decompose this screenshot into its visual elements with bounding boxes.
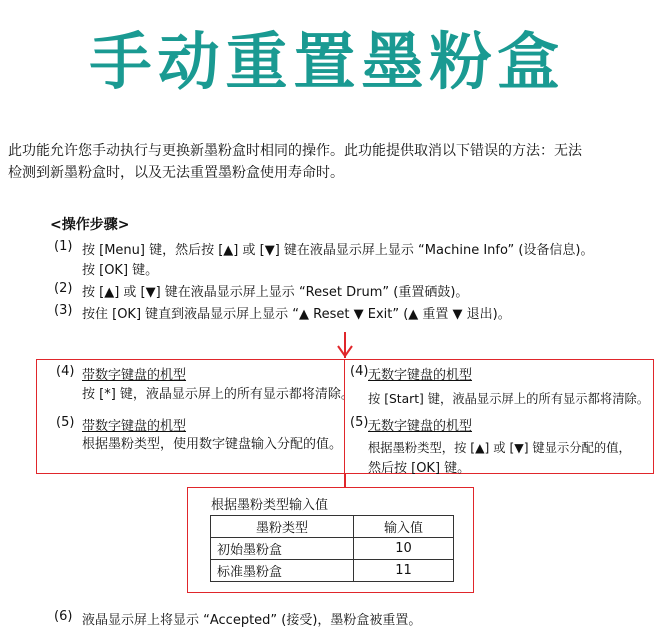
step-2-line-1: 按 [▲] 或 [▼] 键在液晶显示屏上显示 “Reset Drum” (重置硒鼓)。 — [82, 285, 469, 300]
right-step-5-body-2: 然后按 [OK] 键。 — [368, 461, 471, 476]
left-step-4-number: (4) — [56, 364, 75, 379]
intro-line-2: 检测到新墨粉盒时，以及无法重置墨粉盒使用寿命时。 — [8, 165, 344, 181]
table-row — [211, 560, 454, 582]
left-step-4-title: 带数字键盘的机型 — [82, 368, 187, 383]
intro-line-1: 此功能允许您手动执行与更换新墨粉盒时相同的操作。此功能提供取消以下错误的方法：无法 — [8, 143, 582, 159]
value-table — [210, 515, 454, 582]
right-step-4-body: 按 [Start] 键，液晶显示屏上的所有显示都将清除。 — [368, 392, 650, 406]
right-step-5-number: (5) — [350, 415, 369, 430]
left-step-4-body: 按 [*] 键，液晶显示屏上的所有显示都将清除。 — [82, 387, 354, 402]
step-1-line-1: 按 [Menu] 键，然后按 [▲] 或 [▼] 键在液晶显示屏上显示 “Machine Info” (设备信息)。 — [82, 243, 594, 258]
table-cell-toner-type: 初始墨粉盒 — [211, 538, 354, 560]
left-step-5-number: (5) — [56, 415, 75, 430]
table-header-row — [211, 516, 454, 538]
page-title: 手动重置墨粉盒 — [89, 25, 566, 98]
table-caption: 根据墨粉类型输入值 — [211, 498, 329, 513]
arrow-down-icon — [336, 344, 354, 360]
table-cell-toner-type: 标准墨粉盒 — [211, 560, 354, 582]
step-1-number: (1) — [54, 239, 73, 254]
right-step-4-number: (4) — [350, 364, 369, 379]
step-3-number: (3) — [54, 303, 73, 318]
right-step-5-body-1: 根据墨粉类型，按 [▲] 或 [▼] 键显示分配的值， — [368, 441, 631, 455]
step-1-line-2: 按 [OK] 键。 — [82, 263, 159, 278]
connector-line-bottom — [344, 474, 346, 488]
table-cell-value: 11 — [354, 560, 454, 582]
table-header-input-value: 输入值 — [354, 516, 454, 538]
table-row — [211, 538, 454, 560]
procedure-heading: <操作步骤> — [50, 217, 130, 233]
left-step-5-body: 根据墨粉类型，使用数字键盘输入分配的值。 — [82, 437, 343, 452]
step-3-line-1: 按住 [OK] 键直到液晶显示屏上显示 “▲ Reset ▼ Exit” (▲ 重置 ▼ 退出)。 — [82, 307, 511, 322]
table-cell-value: 10 — [354, 538, 454, 560]
right-step-5-title: 无数字键盘的机型 — [368, 419, 473, 434]
right-step-4-title: 无数字键盘的机型 — [368, 368, 473, 383]
step-6-text: 液晶显示屏上将显示 “Accepted” (接受)，墨粉盒被重置。 — [82, 613, 422, 628]
step-2-number: (2) — [54, 281, 73, 296]
left-step-5-title: 带数字键盘的机型 — [82, 419, 187, 434]
table-header-toner-type: 墨粉类型 — [211, 516, 354, 538]
step-6-number: (6) — [54, 609, 73, 624]
